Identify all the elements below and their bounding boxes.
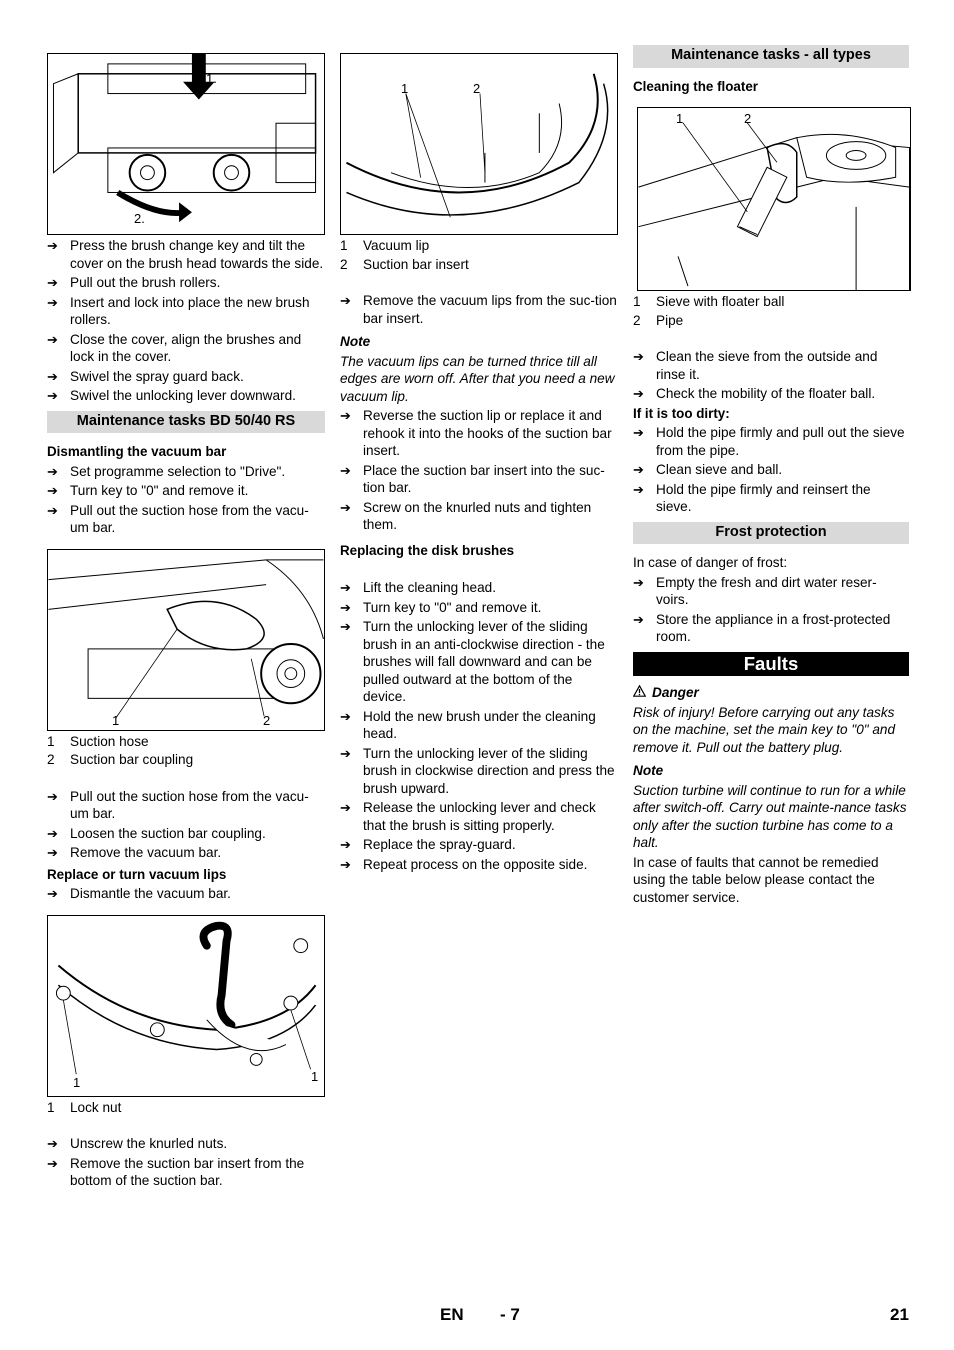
fig3-callout-1b: 1	[311, 1068, 319, 1084]
list-item: ➔ Hold the pipe firmly and pull out the sieve from the pipe.	[633, 425, 905, 458]
list-item: ➔ Turn the unlocking lever of the sliding brush in an anti-clockwise direction - the brushes will fall downward and can be pulled outward at the bottom of the device.	[340, 619, 605, 704]
list-item: ➔ Loosen the suction bar coupling.	[47, 825, 266, 841]
right-arrow-icon: ➔	[340, 580, 351, 595]
section-heading-all-types: Maintenance tasks - all types	[633, 45, 909, 68]
list-item: ➔ Remove the vacuum bar.	[47, 845, 222, 860]
floater-illustration	[638, 108, 910, 290]
list-item: ➔ Hold the pipe firmly and reinsert the sieve.	[633, 481, 871, 514]
legend-vacuum-lip	[340, 237, 618, 273]
list-item: ➔ Store the appliance in a frost-protected room.	[633, 611, 891, 644]
right-arrow-icon: ➔	[633, 481, 644, 497]
right-arrow-icon: ➔	[47, 483, 58, 498]
list-item: ➔ Replace the spray-guard.	[340, 837, 516, 852]
right-arrow-icon: ➔	[47, 788, 58, 804]
closing-text: In case of faults that cannot be remedied using the table below please contact the customer service.	[633, 854, 879, 905]
right-arrow-icon: ➔	[47, 331, 58, 347]
subheading-too-dirty: If it is too dirty:	[633, 405, 730, 421]
column-1	[47, 44, 325, 1192]
list-item: ➔ Insert and lock into place the new brush rollers.	[47, 294, 310, 327]
list-item: ➔ Set programme selection to "Drive".	[47, 463, 286, 479]
right-arrow-icon: ➔	[340, 408, 351, 423]
right-arrow-icon: ➔	[633, 611, 644, 627]
right-arrow-icon: ➔	[47, 502, 58, 518]
list-item: ➔ Clean sieve and ball.	[633, 462, 783, 477]
right-arrow-icon: ➔	[47, 294, 58, 310]
list-item: ➔ Hold the new brush under the cleaning head.	[340, 708, 596, 741]
legend-item: 2 Suction bar insert	[340, 256, 469, 272]
fig5-callout-2: 2	[744, 111, 752, 126]
list-item: ➔ Lift the cleaning head.	[340, 580, 497, 595]
list-item: ➔ Press the brush change key and tilt the cover on the brush head towards the side.	[47, 238, 324, 271]
fig1-callout-2: 2.	[134, 211, 145, 226]
figure-lock-nut	[47, 915, 325, 1097]
right-arrow-icon: ➔	[47, 886, 58, 901]
right-arrow-icon: ➔	[340, 462, 351, 478]
fig4-callout-1: 1	[401, 81, 409, 96]
right-arrow-icon: ➔	[340, 800, 351, 815]
lock-nut-illustration	[48, 916, 324, 1096]
legend-suction-hose	[47, 733, 325, 769]
list-item: ➔ Unscrew the knurled nuts.	[47, 1136, 228, 1151]
list-item: ➔ Remove the vacuum lips from the suc-tion bar insert.	[340, 293, 617, 326]
legend-item: 1 Vacuum lip	[340, 238, 430, 253]
right-arrow-icon: ➔	[340, 499, 351, 515]
column-3	[633, 44, 909, 908]
right-arrow-icon: ➔	[340, 745, 351, 761]
figure-vacuum-lip	[340, 53, 618, 235]
list-item: ➔ Clean the sieve from the outside and rinse it.	[633, 349, 878, 382]
right-arrow-icon: ➔	[340, 708, 351, 724]
figure-floater	[637, 107, 911, 291]
list-item: ➔ Remove the suction bar insert from the bottom of the suction bar.	[47, 1155, 305, 1188]
list-item: ➔ Empty the fresh and dirt water reser-voirs.	[633, 574, 877, 607]
list-item: ➔ Pull out the brush rollers.	[47, 275, 221, 290]
right-arrow-icon: ➔	[633, 462, 644, 477]
warning-triangle-icon	[633, 684, 646, 702]
column-2	[340, 44, 618, 875]
figure-brush-head	[47, 53, 325, 235]
steps-reverse-lips	[340, 407, 618, 534]
legend-lock-nut	[47, 1099, 325, 1117]
legend-item: 2 Pipe	[633, 312, 684, 328]
right-arrow-icon: ➔	[633, 425, 644, 440]
right-arrow-icon: ➔	[633, 386, 644, 401]
steps-frost	[633, 574, 909, 646]
list-item: ➔ Turn key to "0" and remove it.	[340, 599, 542, 615]
fig4-callout-2: 2	[473, 81, 481, 96]
danger-text: Risk of injury! Before carrying out any tasks on the machine, set the main key to "0" and remove it. Pull out the battery plug.	[633, 704, 896, 755]
danger-title: Danger	[652, 685, 699, 700]
steps-replace-lips	[47, 885, 325, 903]
list-item: ➔ Turn key to "0" and remove it.	[47, 483, 249, 498]
list-item: ➔ Check the mobility of the floater ball.	[633, 386, 876, 401]
note-text: The vacuum lips can be turned thrice till all edges are worn off. After that you need a new vacuum lip.	[340, 353, 615, 404]
right-arrow-icon: ➔	[47, 275, 58, 290]
list-item: ➔ Close the cover, align the brushes and lock in the cover.	[47, 331, 302, 364]
steps-too-dirty	[633, 424, 909, 516]
right-arrow-icon: ➔	[47, 845, 58, 860]
note-title: Note	[633, 763, 664, 778]
section-heading-frost: Frost protection	[633, 522, 909, 545]
subheading-replace-lips: Replace or turn vacuum lips	[47, 866, 227, 882]
right-arrow-icon: ➔	[47, 238, 58, 253]
steps-floater	[633, 348, 909, 403]
right-arrow-icon: ➔	[47, 368, 58, 384]
figure-suction-hose	[47, 549, 325, 731]
faults-heading: Faults	[633, 652, 909, 677]
fig5-callout-1: 1	[676, 111, 684, 126]
right-arrow-icon: ➔	[340, 293, 351, 308]
frost-intro: In case of danger of frost:	[633, 555, 788, 570]
section-heading-bd: Maintenance tasks BD 50/40 RS	[47, 411, 325, 434]
right-arrow-icon: ➔	[340, 856, 351, 872]
list-item: ➔ Swivel the spray guard back.	[47, 368, 244, 384]
footer-subpage: - 7	[500, 1305, 520, 1324]
suction-hose-illustration	[48, 550, 324, 730]
list-item: ➔ Screw on the knurled nuts and tighten them.	[340, 499, 592, 532]
note-title: Note	[340, 334, 371, 349]
right-arrow-icon: ➔	[47, 463, 58, 479]
steps-disk-brushes	[340, 579, 618, 873]
right-arrow-icon: ➔	[340, 837, 351, 852]
subheading-dismantle: Dismantling the vacuum bar	[47, 444, 227, 459]
list-item: ➔ Place the suction bar insert into the suc-tion bar.	[340, 462, 605, 495]
right-arrow-icon: ➔	[633, 574, 644, 590]
steps-dismantle	[47, 463, 325, 537]
list-item: ➔ Pull out the suction hose from the vacu-um bar.	[47, 788, 309, 821]
right-arrow-icon: ➔	[47, 825, 58, 841]
list-item: ➔ Swivel the unlocking lever downward.	[47, 388, 296, 403]
steps-unscrew	[47, 1135, 325, 1190]
steps-remove-lips	[340, 292, 618, 327]
list-item: ➔ Pull out the suction hose from the vacu-um bar.	[47, 502, 309, 535]
right-arrow-icon: ➔	[633, 349, 644, 364]
list-item: ➔ Dismantle the vacuum bar.	[47, 886, 231, 901]
right-arrow-icon: ➔	[47, 388, 58, 403]
subheading-floater: Cleaning the floater	[633, 78, 758, 94]
note-text: Suction turbine will continue to run for a while after switch-off. Carry out mainte-nance tasks only after the suction turbine has come to a halt.	[633, 782, 907, 850]
subheading-disk-brushes: Replacing the disk brushes	[340, 542, 515, 558]
brush-head-illustration	[48, 54, 324, 234]
list-item: ➔ Repeat process on the opposite side.	[340, 856, 588, 872]
right-arrow-icon: ➔	[340, 619, 351, 634]
footer-language: EN	[440, 1305, 464, 1324]
danger-heading	[633, 684, 909, 702]
right-arrow-icon: ➔	[340, 599, 351, 615]
legend-item: 1 Suction hose	[47, 733, 149, 749]
fig2-callout-1: 1	[112, 712, 120, 728]
legend-item: 1 Lock nut	[47, 1099, 122, 1115]
legend-item: 1 Sieve with floater ball	[633, 294, 785, 309]
steps-remove-bar	[47, 788, 325, 862]
list-item: ➔ Turn the unlocking lever of the sliding brush in clockwise direction and press the brush upward.	[340, 745, 615, 796]
steps-brush-rollers	[47, 237, 325, 405]
right-arrow-icon: ➔	[47, 1136, 58, 1151]
list-item: ➔ Reverse the suction lip or replace it and rehook it into the hooks of the suction bar insert.	[340, 408, 612, 458]
legend-item: 2 Suction bar coupling	[47, 752, 194, 767]
legend-floater	[633, 293, 909, 329]
right-arrow-icon: ➔	[47, 1155, 58, 1171]
fig2-callout-2: 2	[263, 712, 271, 728]
list-item: ➔ Release the unlocking lever and check that the brush is sitting properly.	[340, 800, 596, 833]
fig1-callout-1: 1.	[206, 71, 217, 86]
footer-page-number: 21	[890, 1305, 909, 1324]
fig3-callout-1a: 1	[73, 1074, 81, 1090]
